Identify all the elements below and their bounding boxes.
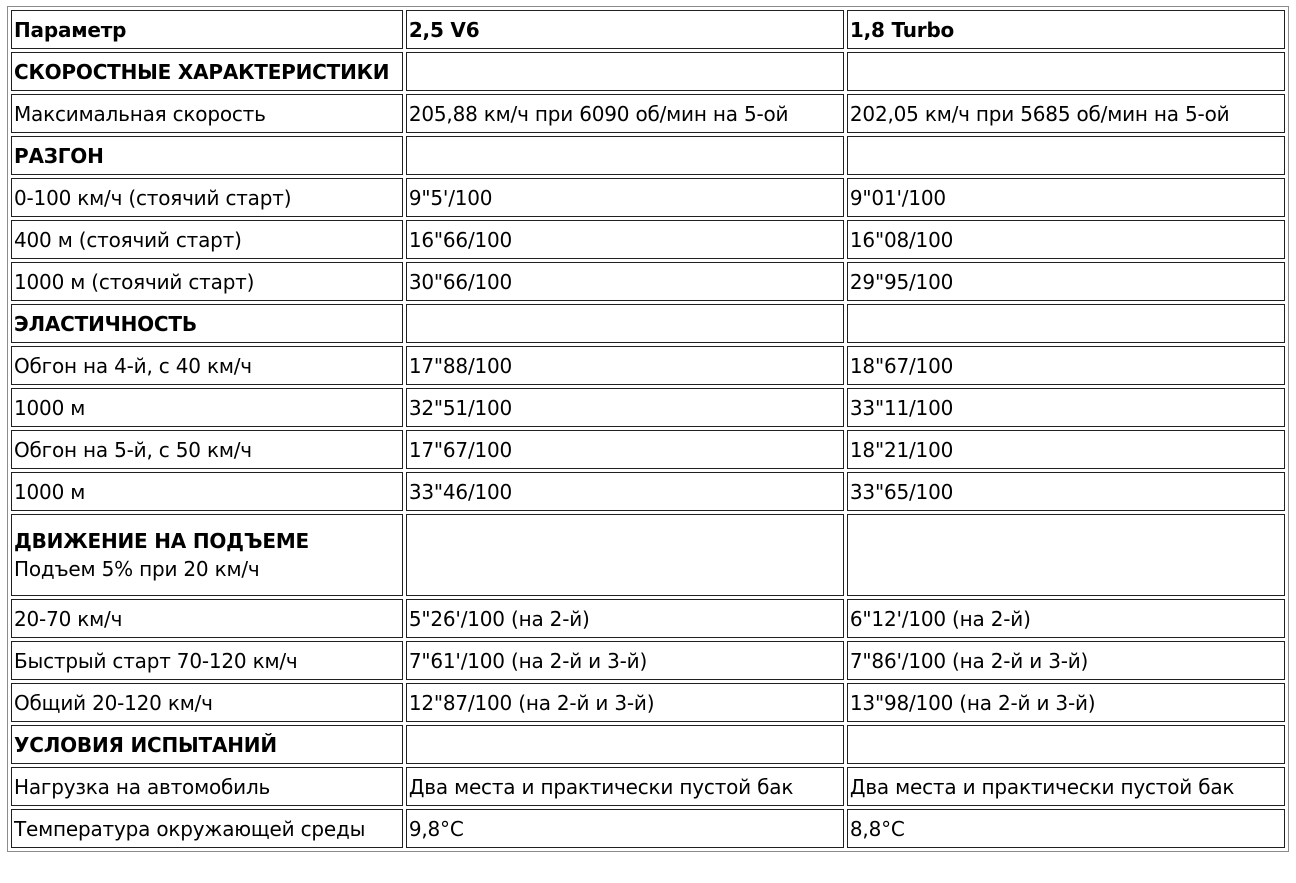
section-row	[11, 136, 1285, 175]
table-body	[11, 10, 1285, 848]
value-v6: 30"66/100	[406, 262, 844, 301]
value-turbo: 18"67/100	[847, 346, 1285, 385]
row-label: 1000 м	[11, 472, 403, 511]
row-label: Нагрузка на автомобиль	[11, 767, 403, 806]
empty-cell-v6	[406, 52, 844, 91]
value-turbo: 29"95/100	[847, 262, 1285, 301]
value-v6: 12"87/100 (на 2-й и 3-й)	[406, 683, 844, 722]
row-label: 20-70 км/ч	[11, 599, 403, 638]
empty-cell-turbo	[847, 725, 1285, 764]
table-row	[11, 809, 1285, 848]
table-row	[11, 472, 1285, 511]
row-label: Быстрый старт 70-120 км/ч	[11, 641, 403, 680]
section-row	[11, 514, 1285, 596]
section-title-cell	[11, 136, 403, 175]
value-turbo: 18"21/100	[847, 430, 1285, 469]
table-row	[11, 767, 1285, 806]
table-row	[11, 220, 1285, 259]
section-title-cell	[11, 304, 403, 343]
header-row	[11, 10, 1285, 49]
row-label: 400 м (стоячий старт)	[11, 220, 403, 259]
value-turbo: 16"08/100	[847, 220, 1285, 259]
section-title: ЭЛАСТИЧНОСТЬ	[14, 311, 197, 336]
value-turbo: 33"65/100	[847, 472, 1285, 511]
empty-cell-v6	[406, 725, 844, 764]
empty-cell-turbo	[847, 514, 1285, 596]
table-row	[11, 388, 1285, 427]
row-label: 0-100 км/ч (стоячий старт)	[11, 178, 403, 217]
value-v6: 33"46/100	[406, 472, 844, 511]
section-title: УСЛОВИЯ ИСПЫТАНИЙ	[14, 732, 277, 757]
row-label: 1000 м	[11, 388, 403, 427]
value-turbo: 8,8°C	[847, 809, 1285, 848]
value-v6: 5"26'/100 (на 2-й)	[406, 599, 844, 638]
empty-cell-v6	[406, 136, 844, 175]
value-turbo: 7"86'/100 (на 2-й и 3-й)	[847, 641, 1285, 680]
table-row	[11, 178, 1285, 217]
value-v6: 32"51/100	[406, 388, 844, 427]
header-param: Параметр	[11, 10, 403, 49]
empty-cell-turbo	[847, 52, 1285, 91]
section-subtitle: Подъем 5% при 20 км/ч	[14, 557, 260, 581]
section-title: РАЗГОН	[14, 143, 104, 168]
row-label: Обгон на 5-й, с 50 км/ч	[11, 430, 403, 469]
table-row	[11, 262, 1285, 301]
table-row	[11, 94, 1285, 133]
empty-cell-turbo	[847, 136, 1285, 175]
empty-cell-v6	[406, 304, 844, 343]
row-label: 1000 м (стоячий старт)	[11, 262, 403, 301]
row-label: Общий 20-120 км/ч	[11, 683, 403, 722]
value-turbo: Два места и практически пустой бак	[847, 767, 1285, 806]
value-v6: 17"67/100	[406, 430, 844, 469]
section-title-cell	[11, 514, 403, 596]
value-v6: Два места и практически пустой бак	[406, 767, 844, 806]
table-row	[11, 683, 1285, 722]
header-col-turbo: 1,8 Turbo	[847, 10, 1285, 49]
table-row	[11, 599, 1285, 638]
value-v6: 17"88/100	[406, 346, 844, 385]
value-v6: 205,88 км/ч при 6090 об/мин на 5-ой	[406, 94, 844, 133]
row-label: Температура окружающей среды	[11, 809, 403, 848]
comparison-table	[7, 6, 1289, 852]
section-row	[11, 52, 1285, 91]
value-turbo: 13"98/100 (на 2-й и 3-й)	[847, 683, 1285, 722]
table-row	[11, 641, 1285, 680]
value-v6: 7"61'/100 (на 2-й и 3-й)	[406, 641, 844, 680]
value-turbo: 202,05 км/ч при 5685 об/мин на 5-ой	[847, 94, 1285, 133]
table-row	[11, 346, 1285, 385]
row-label: Максимальная скорость	[11, 94, 403, 133]
row-label: Обгон на 4-й, с 40 км/ч	[11, 346, 403, 385]
section-title: СКОРОСТНЫЕ ХАРАКТЕРИСТИКИ	[14, 59, 390, 84]
value-turbo: 9"01'/100	[847, 178, 1285, 217]
section-row	[11, 725, 1285, 764]
value-turbo: 6"12'/100 (на 2-й)	[847, 599, 1285, 638]
value-v6: 9"5'/100	[406, 178, 844, 217]
value-v6: 9,8°C	[406, 809, 844, 848]
value-turbo: 33"11/100	[847, 388, 1285, 427]
section-title: ДВИЖЕНИЕ НА ПОДЪЕМЕ	[14, 529, 309, 553]
section-title-cell	[11, 52, 403, 91]
empty-cell-v6	[406, 514, 844, 596]
table-row	[11, 430, 1285, 469]
empty-cell-turbo	[847, 304, 1285, 343]
header-col-v6: 2,5 V6	[406, 10, 844, 49]
section-title-cell	[11, 725, 403, 764]
value-v6: 16"66/100	[406, 220, 844, 259]
section-row	[11, 304, 1285, 343]
